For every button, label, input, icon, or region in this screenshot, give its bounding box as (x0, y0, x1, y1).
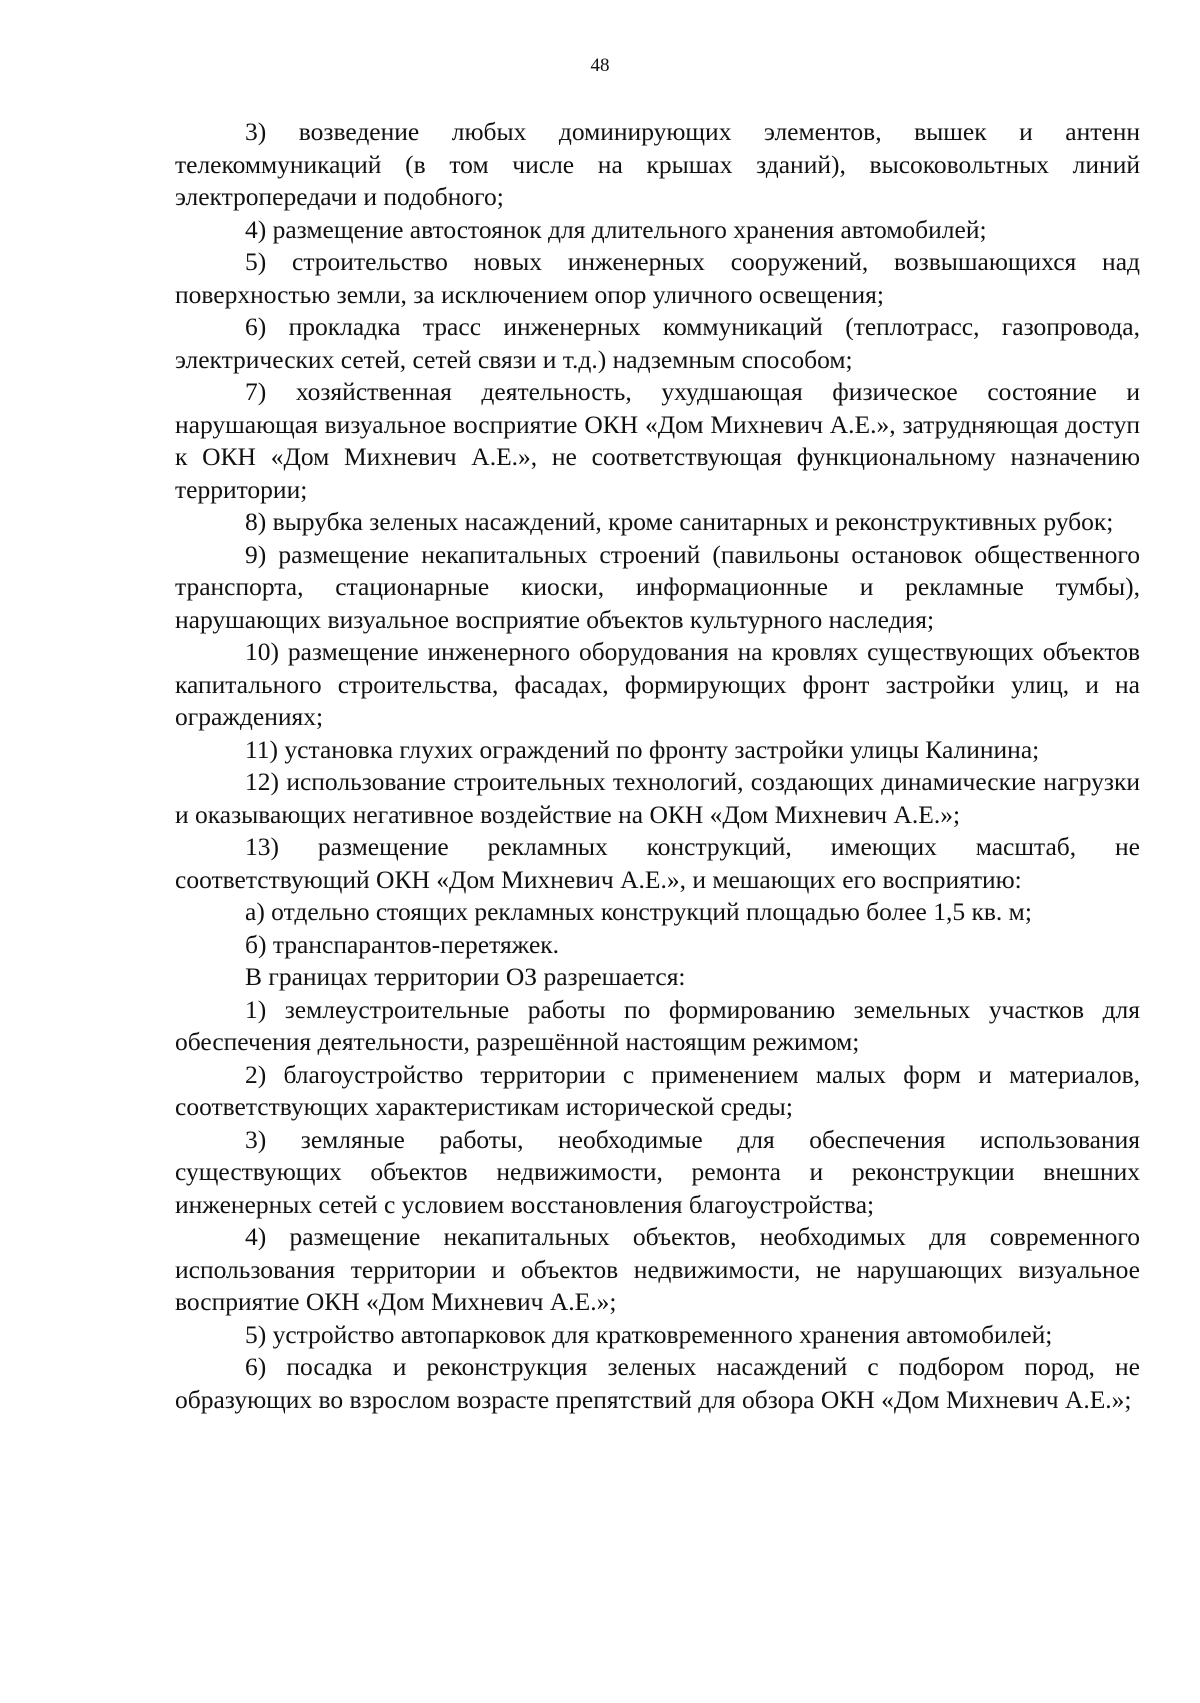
paragraph: 8) вырубка зеленых насаждений, кроме санитарных и реконструктивных рубок; (245, 507, 1114, 536)
paragraph: 3) земляные работы, необходимые для обеспечения использования существующих объектов недвижимости, ремонта и реконструкции внешних инженерных сетей с условием восстановления благоустройства; (175, 1124, 1140, 1219)
paragraph: 4) размещение автостоянок для длительного хранения автомобилей; (245, 214, 987, 244)
paragraph: а) отдельно стоящих рекламных конструкций площадью более 1,5 кв. м; (245, 897, 1032, 926)
paragraph: 13) размещение рекламных конструкций, имеющих масштаб, не соответствующий ОКН «Дом Михневич А.Е.», и мешающих его восприятию: (175, 832, 1140, 894)
paragraph: 11) установка глухих ограждений по фронту застройки улицы Калинина; (245, 734, 1040, 764)
page-number: 48 (590, 55, 610, 76)
paragraph: 6) прокладка трасс инженерных коммуникаций (теплотрасс, газопровода, электрических сетей, сетей связи и т.д.) надземным способом; (175, 312, 1140, 374)
paragraph: 6) посадка и реконструкция зеленых насаждений с подбором пород, не образующих во взрослом возрасте препятствий для обзора ОКН «Дом Михневич А.Е.»; (175, 1352, 1140, 1414)
paragraph: 4) размещение некапитальных объектов, необходимых для современного использования территории и объектов недвижимости, не нарушающих визуальное восприятие ОКН «Дом Михневич А.Е.»; (175, 1222, 1140, 1316)
paragraph: В границах территории ОЗ разрешается: (245, 962, 686, 991)
paragraph: 12) использование строительных технологий, создающих динамические нагрузки и оказывающих негативное воздействие на ОКН «Дом Михневич А.Е.»; (175, 767, 1140, 829)
paragraph: 9) размещение некапитальных строений (павильоны остановок общественного транспорта, стационарные киоски, информационные и рекламные тумбы), нарушающих визуальное восприятие объектов культурного наследия; (175, 539, 1140, 634)
paragraph: 1) землеустроительные работы по формированию земельных участков для обеспечения деятельности, разрешённой настоящим режимом; (175, 994, 1140, 1056)
paragraph: б) транспарантов-перетяжек. (245, 929, 560, 959)
paragraph: 10) размещение инженерного оборудования на кровлях существующих объектов капитального строительства, фасадах, формирующих фронт застройки улиц, и на ограждениях; (175, 637, 1140, 731)
document-body (175, 116, 1140, 1416)
paragraph: 5) строительство новых инженерных сооружений, возвышающихся над поверхностью земли, за исключением опор уличного освещения; (175, 247, 1140, 309)
paragraph: 7) хозяйственная деятельность, ухудшающая физическое состояние и нарушающая визуальное восприятие ОКН «Дом Михневич А.Е.», затрудняющая доступ к ОКН «Дом Михневич А.Е.», не соответствующая функциональному назначению территории; (175, 377, 1140, 504)
paragraph: 2) благоустройство территории с применением малых форм и материалов, соответствующих характеристикам исторической среды; (175, 1059, 1140, 1121)
paragraph: 3) возведение любых доминирующих элементов, вышек и антенн телекоммуникаций (в том числе на крышах зданий), высоковольтных линий электропередачи и подобного; (175, 117, 1140, 211)
paragraph: 5) устройство автопарковок для кратковременного хранения автомобилей; (245, 1319, 1053, 1349)
